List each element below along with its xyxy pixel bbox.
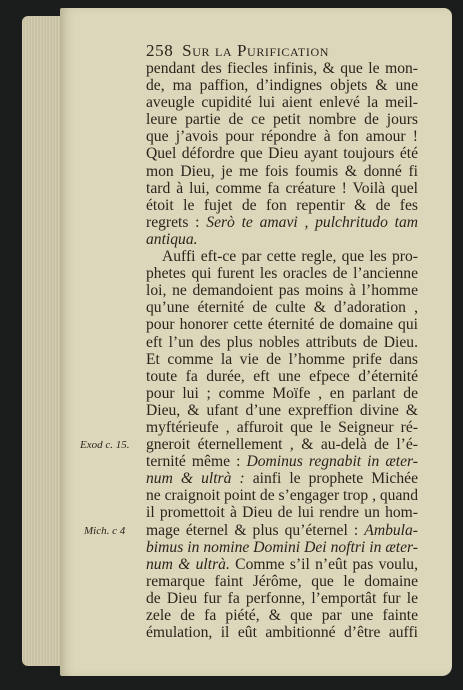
text-line — [146, 590, 418, 607]
text-run: leure partie de ce petit nombre de jours — [146, 111, 418, 129]
latin-quote: Ambula- — [364, 521, 418, 539]
text-line — [146, 470, 418, 487]
text-line — [146, 402, 418, 419]
running-header — [146, 41, 418, 61]
text-line — [146, 573, 418, 590]
text-run: ne craignoit point de s’engager trop , quand — [146, 487, 418, 505]
text-run: toute fa durée, eft une efpece d’éternité — [146, 367, 418, 385]
text-run: Auffi eft-ce par cette regle, que les pro- — [162, 248, 418, 266]
text-run: mon Dieu, je me fois foumis & donné fi — [146, 162, 418, 180]
text-run: loi, ne demandoient pas moins à l’homme — [146, 282, 418, 300]
margin-note-exodus: Exod c. 15. — [80, 439, 130, 452]
text-line — [146, 368, 418, 385]
text-run: de, ma paffion, d’indignes objets & une — [146, 77, 418, 95]
latin-quote: num & ultrà. — [146, 555, 230, 573]
latin-quote: bimus in nomine Domini Dei noftri in æter- — [146, 538, 418, 556]
text-run: Dieu, & ufant d’une expreffion divine & — [146, 401, 418, 419]
text-line — [146, 60, 418, 77]
text-line — [146, 214, 418, 231]
page-number: 258 — [146, 41, 174, 60]
margin-note-micah: Mich. c 4 — [84, 524, 126, 537]
text-run: gneroit éternellement , & au-delà de l’é- — [146, 436, 418, 454]
text-line — [146, 539, 418, 556]
text-run: myftérieufe , affuroit que le Seigneur ré- — [146, 418, 418, 436]
text-run: phetes qui furent les oracles de l’ancienne — [146, 265, 418, 283]
text-line — [146, 316, 418, 333]
text-line — [146, 436, 418, 453]
text-line — [146, 522, 418, 539]
text-run: ainfi le prophete Michée — [244, 470, 418, 488]
latin-quote: Serò te amavi , pulchritudo tam — [206, 213, 419, 231]
text-run: pendant des fiecles infinis, & que le mon- — [146, 60, 418, 77]
text-line — [146, 265, 418, 282]
text-run: tard à lui, comme fa créature ! Voilà quel — [146, 179, 418, 197]
text-line — [146, 145, 418, 162]
text-line — [146, 282, 418, 299]
running-title: Sur la Purification — [182, 41, 329, 60]
text-line — [146, 299, 418, 316]
text-run: Et comme la vie de l’homme prife dans — [146, 350, 418, 368]
text-run: Quel défordre que Dieu ayant toujours été — [146, 145, 418, 163]
latin-quote: antiqua. — [146, 230, 198, 248]
text-line — [146, 77, 418, 94]
text-run: émulation, il eût ambitionné d’être auffi — [146, 624, 418, 642]
text-run: pour honorer cette éternité de domaine qui — [146, 316, 418, 334]
text-run: de Dieu fur fa perfonne, l’emportât fur le — [146, 589, 418, 607]
text-line — [146, 487, 418, 504]
text-line — [146, 128, 418, 145]
text-line — [146, 334, 418, 351]
text-run: qu’une éternité de culte & d’adoration , — [146, 299, 418, 317]
text-line — [146, 624, 418, 641]
latin-quote: num & ultrà : — [146, 470, 245, 488]
text-run: étoit le fujet de fon repentir & de fes — [146, 196, 418, 214]
text-run: ternité même : — [146, 453, 247, 471]
text-line — [146, 248, 418, 265]
text-line — [146, 453, 418, 470]
body-text — [146, 60, 418, 641]
text-line — [146, 231, 418, 248]
text-line — [146, 197, 418, 214]
text-line — [146, 556, 418, 573]
text-run: mage éternel & plus qu’éternel : — [146, 521, 365, 539]
text-line — [146, 94, 418, 111]
text-run: Comme s’il n’eût pas voulu, — [229, 555, 418, 573]
text-run: zele de fa piété, & que par une fainte — [146, 607, 418, 624]
text-run: il promettoit à Dieu de lui rendre un hom- — [146, 504, 418, 522]
text-line — [146, 351, 418, 368]
text-line — [146, 111, 418, 128]
text-run: eft l’un des plus nobles attributs de Dieu. — [146, 333, 418, 351]
text-line — [146, 385, 418, 402]
text-run: regrets : — [146, 213, 207, 231]
text-line — [146, 419, 418, 436]
text-run: que j’avois pour répondre à fon amour ! — [146, 128, 418, 146]
text-run: aveugle cupidité lui aient enlevé la meil- — [146, 94, 418, 112]
text-line — [146, 180, 418, 197]
text-line — [146, 607, 418, 624]
text-line — [146, 504, 418, 521]
text-run: pour lui ; comme Moïfe , en parlant de — [146, 384, 418, 402]
latin-quote: Dominus regnabit in æter- — [246, 453, 418, 471]
text-run: remarque faint Jérôme, que le domaine — [146, 572, 418, 590]
text-line — [146, 163, 418, 180]
